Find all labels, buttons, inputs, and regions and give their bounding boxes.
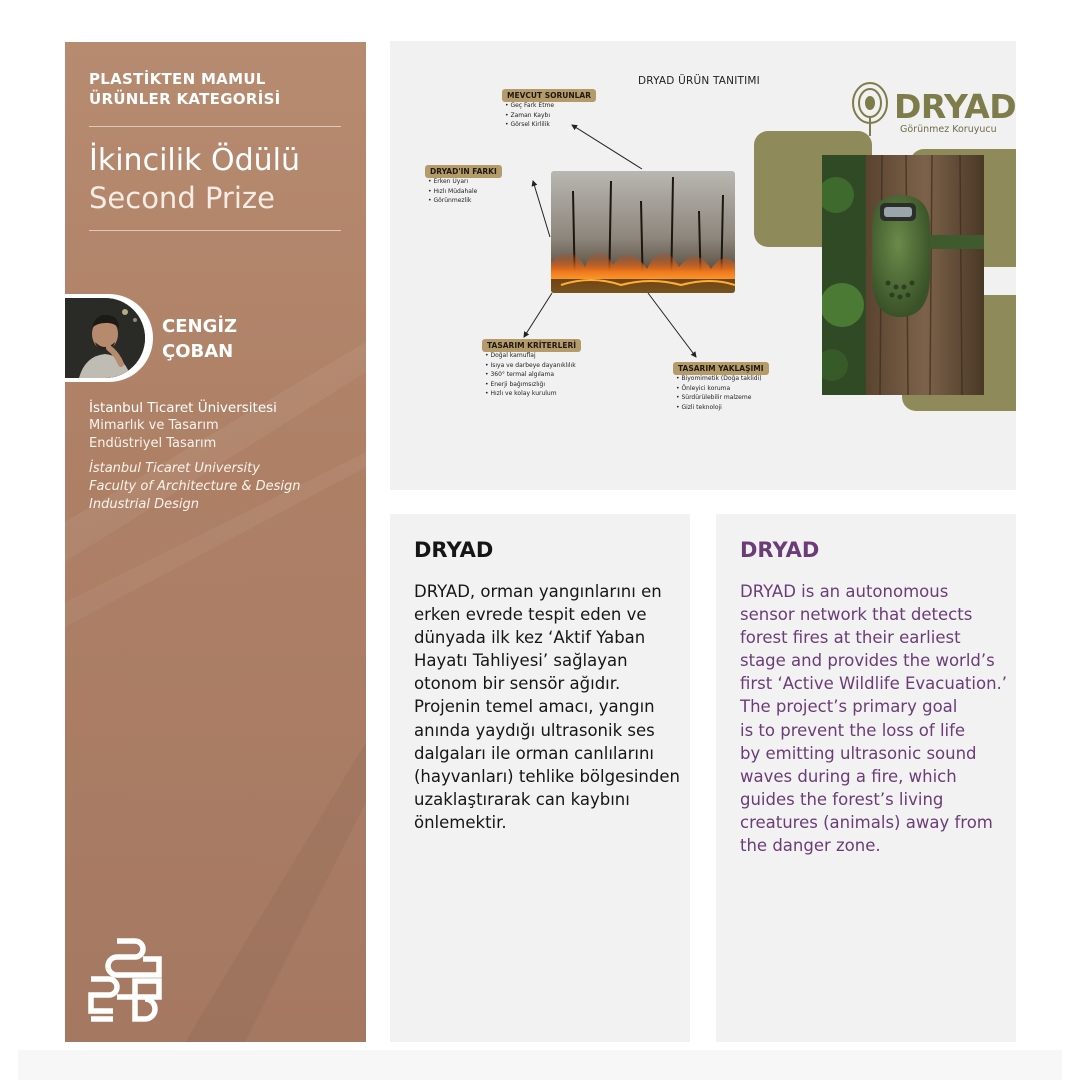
list-item: • 360° termal algılama — [485, 370, 576, 380]
faculty-tr: Mimarlık ve Tasarım — [89, 418, 219, 433]
description-body-tr: DRYAD, orman yangınlarını en erken evrede tespit eden ve dünyada ilk kez ‘Aktif Yaban Hayatı Tahliyesi’ sağlayan otonom bir sensör ağıdır. Projenin temel amacı, yangın anında yaydığı ultrasonik ses dalgaları ile orman canlılarını (hayvanları) tehlike bölgesinden uzaklaştırarak can kaybını önlemektir. — [414, 582, 680, 832]
dryad-brand — [850, 79, 1016, 143]
list-item: • Hızlı ve kolay kurulum — [485, 389, 576, 399]
peacock-feather-icon — [850, 81, 890, 137]
award-panel — [65, 42, 366, 1042]
university-name-en: İstanbul Ticaret University — [89, 461, 260, 476]
divider-top — [89, 126, 341, 127]
description-title-tr: DRYAD — [414, 538, 494, 562]
poster-title: DRYAD ÜRÜN TANITIMI — [638, 75, 760, 87]
university-en — [89, 460, 300, 514]
university-name-tr: İstanbul Ticaret Üniversitesi — [89, 400, 277, 416]
avatar — [65, 298, 145, 378]
department-en: Industrial Design — [89, 497, 199, 512]
faculty-en: Faculty of Architecture & Design — [89, 479, 301, 494]
divider-bottom — [89, 230, 341, 231]
list-dryad-farki — [428, 177, 477, 206]
brand-tagline: Görünmez Koruyucu — [900, 124, 997, 135]
brand-name: DRYAD — [894, 87, 1016, 126]
bottom-strip — [18, 1050, 1062, 1080]
tag-tasarim-kriterleri: TASARIM KRİTERLERİ — [482, 339, 581, 352]
list-tasarim-yaklasimi — [676, 374, 762, 412]
description-title-en: DRYAD — [740, 538, 820, 562]
tag-dryad-farki: DRYAD'IN FARKI — [425, 165, 502, 178]
product-poster — [390, 41, 1016, 490]
person-name: CENGİZ ÇOBAN — [162, 316, 238, 362]
list-tasarim-kriterleri — [485, 351, 576, 399]
prize-title-tr: İkincilik Ödülü — [89, 143, 300, 178]
list-item: • Erken Uyarı — [428, 177, 477, 187]
list-item: • Önleyici koruma — [676, 384, 762, 394]
list-item: • Görünmezlik — [428, 196, 477, 206]
avatar-frame — [65, 294, 153, 382]
sensor-on-tree-photo — [822, 155, 984, 395]
list-item: • Doğal kamuflaj — [485, 351, 576, 361]
university-tr — [89, 399, 277, 453]
forest-fire-photo — [551, 171, 735, 293]
department-tr: Endüstriyel Tasarım — [89, 436, 217, 451]
category-title: PLASTİKTEN MAMUL ÜRÜNLER KATEGORİSİ — [89, 70, 281, 108]
list-item: • Gizli teknoloji — [676, 403, 762, 413]
list-mevcut-sorunlar — [505, 101, 554, 130]
list-item: • Biyomimetik (Doğa taklidi) — [676, 374, 762, 384]
tag-mevcut-sorunlar: MEVCUT SORUNLAR — [502, 89, 596, 102]
list-item: • Isıya ve darbeye dayanıklılık — [485, 361, 576, 371]
list-item: • Enerji bağımsızlığı — [485, 380, 576, 390]
person-photo — [65, 298, 145, 378]
list-item: • Görsel Kirlilik — [505, 120, 554, 130]
list-item: • Zaman Kaybı — [505, 111, 554, 121]
list-item: • Sürdürülebilir malzeme — [676, 393, 762, 403]
description-body-en: DRYAD is an autonomous sensor network that detects forest fires at their earliest stage and provides the world’s first ‘Active Wildlife Evacuation.’ The project’s primary goal is to prevent the loss of life by emitting ultrasonic sound waves during a fire, which guides the forest’s living creatures (animals) away from the danger zone. — [740, 582, 1008, 856]
prize-title-en: Second Prize — [89, 181, 275, 215]
list-item: • Geç Fark Etme — [505, 101, 554, 111]
2025-logo-icon — [87, 937, 167, 1022]
tag-tasarim-yaklasimi: TASARIM YAKLAŞIMI — [673, 362, 769, 375]
description-card-tr — [390, 514, 690, 1042]
list-item: • Hızlı Müdahale — [428, 187, 477, 197]
description-card-en — [716, 514, 1016, 1042]
